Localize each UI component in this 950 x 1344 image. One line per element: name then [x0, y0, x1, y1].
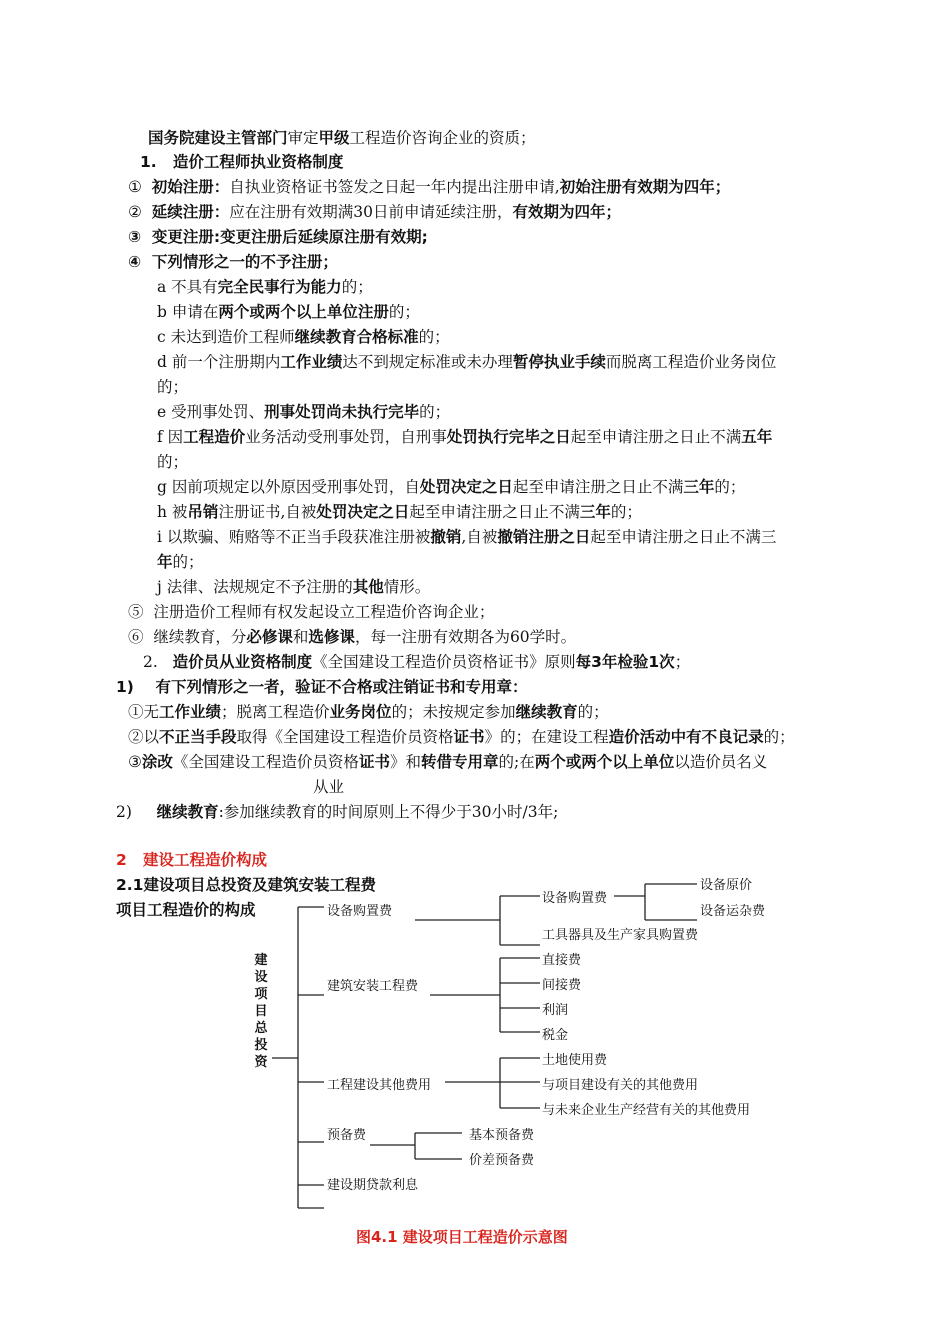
sub-text: i 以欺骗、贿赂等不正当手段获准注册被: [157, 528, 431, 546]
sub-emphasis: 两个或两个以上单位注册: [218, 303, 389, 321]
section2-text: ；: [674, 653, 691, 671]
reason-emphasis: 转借专用章: [420, 753, 499, 771]
section2-emphasis: 每3年检验1次: [575, 653, 675, 671]
sub-emphasis: 撤销注册之日: [497, 528, 591, 546]
item-marker: ①: [128, 178, 142, 196]
sub-text: g 因前项规定以外原因受刑事处罚，自: [157, 478, 420, 496]
sub-text: 达不到规定标准或未办理: [342, 353, 513, 371]
node-tax: 税金: [542, 1028, 569, 1043]
sub-text: 的；: [341, 278, 373, 296]
item-emphasis: 选修课: [308, 628, 355, 646]
sub-text: 注册证书,自被: [218, 503, 317, 521]
node-equipment-price: 设备原价: [700, 878, 753, 893]
item-marker: ③: [128, 228, 142, 246]
reason-text: 的；: [763, 728, 795, 746]
item-label: 变更注册:变更注册后延续原注册有效期;: [151, 228, 428, 246]
sub-emphasis: 吊销: [187, 503, 219, 521]
sub-text: 的；: [157, 453, 189, 471]
sub-emphasis: 继续教育合格标准: [294, 328, 419, 346]
point-number: 2): [116, 803, 132, 821]
node-profit: 利润: [542, 1003, 569, 1018]
reason-text: 》和: [389, 753, 421, 771]
node-equipment-freight: 设备运杂费: [700, 904, 766, 919]
intro-text-2: 工程造价咨询企业的资质；: [349, 129, 536, 147]
point-emphasis: 继续教育: [156, 803, 219, 821]
sub-emphasis: 处罚决定之日: [419, 478, 513, 496]
reason-text: ②以: [128, 728, 160, 746]
node-future-operation: 与未来企业生产经营有关的其他费用: [542, 1103, 751, 1118]
reason-text: ③: [128, 753, 142, 771]
sub-emphasis: 处罚执行完毕之日: [446, 428, 571, 446]
node-equipment-purchase-sub: 设备购置费: [542, 891, 608, 906]
reason-text: 取得《全国建设工程造价员资格: [236, 728, 454, 746]
sub-emphasis: 撤销: [430, 528, 462, 546]
item-text: 继续教育，分: [153, 628, 247, 646]
sub-text: 的；: [388, 303, 420, 321]
figure-caption: 图4.1 建设项目工程造价示意图: [356, 1228, 568, 1246]
node-tools-furniture: 工具器具及生产家具购置费: [542, 928, 699, 943]
sub-emphasis: 三年: [683, 478, 715, 496]
sub-emphasis: 其他: [352, 578, 384, 596]
reason-text: ；脱离工程造价: [221, 703, 330, 721]
sub-text: 起至申请注册之日止不满: [512, 478, 684, 496]
item-marker: ⑥: [128, 628, 144, 646]
heading-2-number: 2: [116, 851, 127, 869]
sub-text: f 因: [157, 428, 184, 446]
reason-text: 《全国建设工程造价员资格: [172, 753, 359, 771]
item-marker: ②: [128, 203, 142, 221]
heading-2-title: 建设工程造价构成: [143, 851, 268, 869]
reason-text: 的；未按规定参加: [391, 703, 516, 721]
sub-emphasis: 刑事处罚尚未执行完毕: [264, 403, 420, 421]
sub-text: 的；: [172, 553, 204, 571]
item-text: 自执业资格证书签发之日起一年内提出注册申请,: [229, 178, 560, 196]
item-label: 初始注册：: [151, 178, 230, 196]
sub-text: j 法律、法规规定不予注册的: [157, 578, 353, 596]
point-number: 1): [116, 678, 134, 696]
section2-number: 2.: [143, 653, 158, 671]
node-indirect-cost: 间接费: [542, 978, 582, 993]
point-text: 有下列情形之一者，验证不合格或注销证书和专用章：: [155, 678, 528, 696]
sub-text: h 被: [157, 503, 188, 521]
sub-emphasis: 暂停执业手续: [512, 353, 606, 371]
node-direct-cost: 直接费: [542, 953, 582, 968]
sub-text: ,自被: [461, 528, 498, 546]
reason-text: 以造价员名义: [674, 753, 768, 771]
section1-number: 1.: [140, 153, 157, 171]
sub-emphasis: 处罚决定之日: [316, 503, 410, 521]
sub-text: 起至申请注册之日止不满: [409, 503, 580, 521]
section2-text: 《全国建设工程造价员资格证书》原则: [312, 653, 576, 671]
reason-emphasis: 涂改: [141, 753, 173, 771]
sub-text: e 受刑事处罚、: [157, 403, 265, 421]
sub-text: a 不具有: [157, 278, 218, 296]
reason-text: 从业: [313, 778, 345, 796]
item-marker: ④: [128, 253, 142, 271]
reason-text: 的;在: [498, 753, 535, 771]
sub-emphasis: 完全民事行为能力: [217, 278, 342, 296]
intro-authority: 国务院建设主管部门: [148, 129, 288, 147]
item-label: 延续注册：: [151, 203, 230, 221]
item-emphasis: 初始注册有效期为四年；: [559, 178, 731, 196]
reason-emphasis: 证书: [358, 753, 390, 771]
node-project-related: 与项目建设有关的其他费用: [542, 1078, 699, 1093]
diagram-title: 项目工程造价的构成: [116, 901, 256, 919]
item-emphasis: 必修课: [246, 628, 293, 646]
sub-text: 而脱离工程造价业务岗位: [605, 353, 777, 371]
item-emphasis: 有效期为四年；: [512, 203, 622, 221]
item-text: 应在注册有效期满30日前申请延续注册，: [229, 203, 513, 221]
point-text: :参加继续教育的时间原则上不得少于30小时/3年;: [218, 803, 559, 821]
sub-text: 的；: [157, 378, 189, 396]
node-construction-install: 建筑安装工程费: [327, 979, 419, 994]
node-loan-interest: 建设期贷款利息: [327, 1178, 419, 1193]
reason-emphasis: 两个或两个以上单位: [534, 753, 675, 771]
sub-text: 情形。: [383, 578, 431, 596]
heading-2-1-title: 2.1建设项目总投资及建筑安装工程费: [116, 876, 376, 894]
sub-text: 的；: [714, 478, 746, 496]
sub-text: 业务活动受刑事处罚，自刑事: [245, 428, 447, 446]
reason-emphasis: 业务岗位: [329, 703, 392, 721]
intro-text: 审定: [287, 129, 319, 147]
sub-text: 的；: [418, 328, 450, 346]
reason-emphasis: 证书: [453, 728, 485, 746]
sub-emphasis: 三年: [579, 503, 611, 521]
section1-title: 造价工程师执业资格制度: [172, 153, 344, 171]
node-other-costs: 工程建设其他费用: [327, 1078, 432, 1093]
sub-text: 起至申请注册之日止不满三: [590, 528, 777, 546]
item-marker: ⑤: [128, 603, 144, 621]
diagram-root-label: 建 设 项 目 总 投 资: [254, 953, 268, 1070]
reason-emphasis: 造价活动中有不良记录: [608, 728, 764, 746]
sub-text: 的；: [610, 503, 642, 521]
sub-text: c 未达到造价工程师: [157, 328, 295, 346]
node-price-reserve: 价差预备费: [469, 1153, 535, 1168]
reason-text: 》的；在建设工程: [484, 728, 609, 746]
item-text: 注册造价工程师有权发起设立工程造价咨询企业；: [153, 603, 495, 621]
node-land-use: 土地使用费: [542, 1053, 608, 1068]
node-reserve: 预备费: [327, 1128, 367, 1143]
item-label: 下列情形之一的不予注册；: [151, 253, 338, 271]
sub-text: 的；: [419, 403, 451, 421]
sub-emphasis: 工作业绩: [280, 353, 343, 371]
sub-emphasis: 年: [157, 553, 173, 571]
reason-text: 的；: [577, 703, 609, 721]
sub-text: b 申请在: [157, 303, 219, 321]
intro-grade: 甲级: [318, 129, 350, 147]
reason-emphasis: 继续教育: [515, 703, 578, 721]
section2-title: 造价员从业资格制度: [172, 653, 313, 671]
sub-text: d 前一个注册期内: [157, 353, 281, 371]
node-basic-reserve: 基本预备费: [469, 1128, 535, 1143]
item-text: 和: [292, 628, 309, 646]
node-equipment-purchase: 设备购置费: [327, 904, 393, 919]
reason-emphasis: 工作业绩: [159, 703, 222, 721]
sub-emphasis: 五年: [741, 428, 773, 446]
item-text: ，每一注册有效期各为60学时。: [354, 628, 577, 646]
sub-text: 起至申请注册之日止不满: [570, 428, 742, 446]
reason-emphasis: 不正当手段: [159, 728, 237, 746]
sub-emphasis: 工程造价: [183, 428, 246, 446]
reason-text: ①无: [128, 703, 160, 721]
